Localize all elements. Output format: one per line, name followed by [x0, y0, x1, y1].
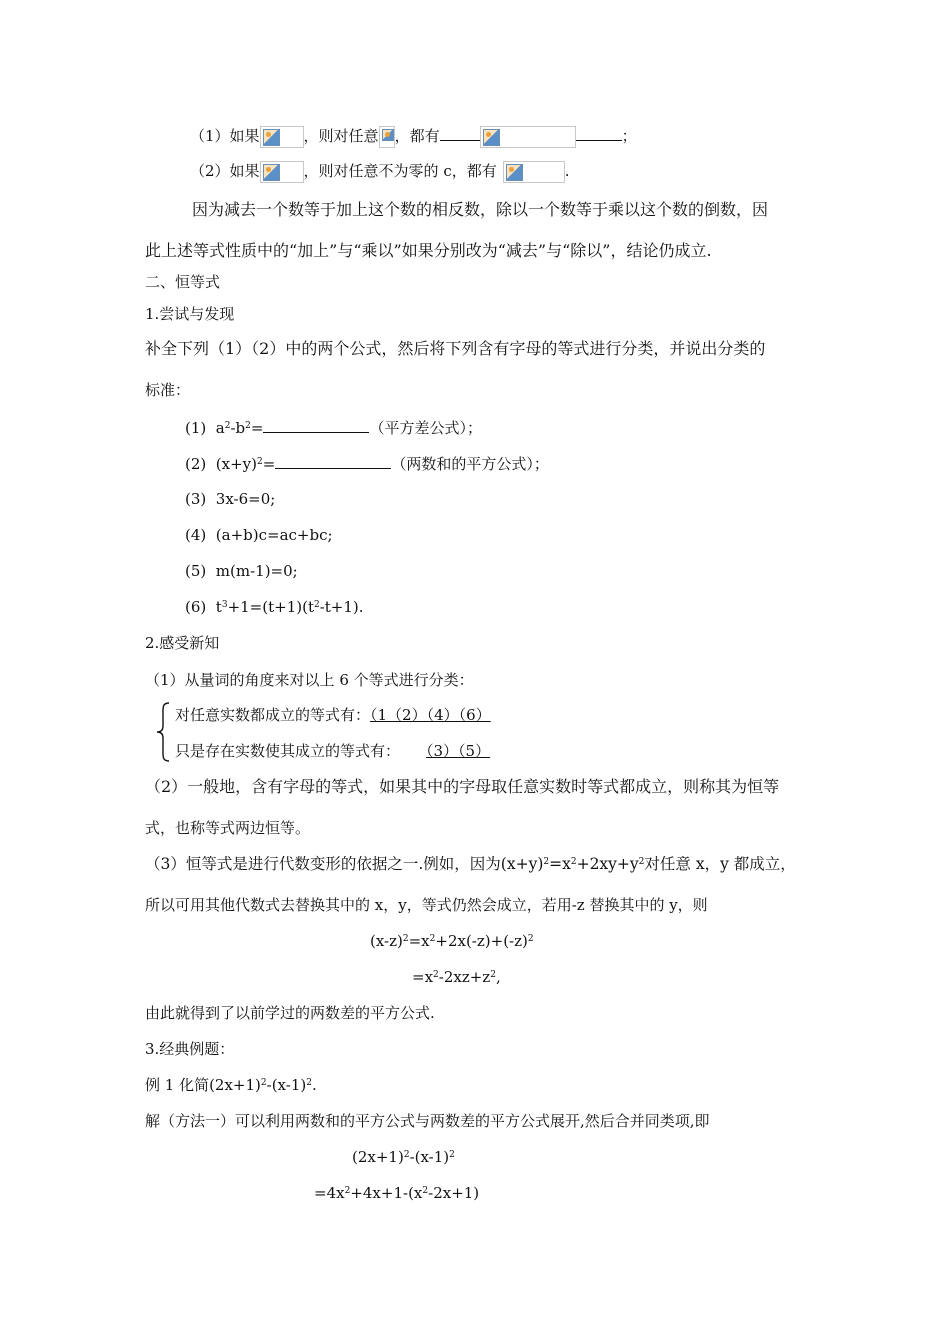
property-2 [190, 160, 570, 183]
equation-text: (a+b)c=ac+bc; [215, 526, 333, 544]
paragraph-text: +2xy+y [576, 855, 639, 873]
superscript: 2 [224, 421, 231, 431]
formula-image-icon [260, 161, 304, 183]
equation-text: 3x-6=0; [215, 490, 276, 508]
math-text: -(x-1) [266, 1076, 307, 1094]
math-text: +2x(-z)+(-z) [435, 932, 528, 950]
equation-number: (2) [185, 455, 207, 473]
equation-3 [185, 488, 275, 510]
paragraph-line: 因为减去一个数等于加上这个数的相反数，除以一个数等于乘以这个数的倒数，因 [192, 200, 769, 219]
classification-value: （3）（5） [426, 742, 491, 760]
equation-text: = [250, 419, 264, 437]
paragraph-line: 标准： [145, 381, 191, 399]
superscript: 2 [403, 1150, 410, 1160]
equation-text: -b [230, 419, 246, 437]
classification-value: （1（2）（4）（6） [370, 706, 491, 724]
paragraph-line: 此上述等式性质中的“加上”与“乘以”如果分别改为“减去”与“除以”，结论仍成立. [145, 241, 712, 260]
paragraph-line: 补全下列（1）（2）中的两个公式，然后将下列含有字母的等式进行分类，并说出分类的 [145, 339, 766, 358]
equation-1 [185, 416, 482, 439]
property-2-end: . [564, 162, 570, 180]
property-1 [190, 124, 637, 148]
math-text: =x [412, 968, 434, 986]
property-1-lead: （1）如果 [190, 127, 260, 145]
superscript: 2 [638, 857, 645, 867]
paragraph-line: （1）从量词的角度来对以上 6 个等式进行分类： [145, 671, 474, 689]
derivation-line-2 [412, 966, 501, 988]
paragraph-line: 由此就得到了以前学过的两数差的平方公式. [145, 1004, 435, 1022]
math-text: 例 1 化简(2x+1) [145, 1076, 261, 1094]
superscript: 2 [344, 1186, 351, 1196]
equation-text: = [262, 455, 276, 473]
paragraph-line: （2）一般地，含有字母的等式，如果其中的字母取任意实数时等式都成立，则称其为恒等 [145, 777, 780, 796]
equation-number: (5) [185, 562, 207, 580]
property-2-lead: （2）如果 [190, 162, 260, 180]
equation-number: (6) [185, 598, 207, 616]
math-text: -2x+1) [428, 1184, 480, 1202]
equation-text: +1=(t+1)(t [227, 598, 314, 616]
equation-number: (4) [185, 526, 207, 544]
paragraph-line: 解（方法一）可以利用两数和的平方公式与两数差的平方公式展开,然后合并同类项,即 [145, 1112, 710, 1130]
paragraph-line: 所以可用其他代数式去替换其中的 x，y，等式仍然会成立，若用-z 替换其中的 y，则 [145, 896, 708, 914]
math-text: (x-z) [370, 932, 403, 950]
solution-line-1 [352, 1146, 455, 1168]
superscript: 2 [429, 934, 436, 944]
equation-note: （两数和的平方公式）； [391, 455, 549, 473]
math-text: , [495, 968, 501, 986]
paragraph-line: 式，也称等式两边恒等。 [145, 819, 311, 837]
answer-blank[interactable] [263, 416, 369, 433]
superscript: 2 [449, 1150, 455, 1160]
section-title: 二、恒等式 [145, 273, 221, 291]
equation-6 [185, 596, 364, 618]
answer-blank[interactable] [275, 452, 391, 469]
equation-number: (1) [185, 419, 207, 437]
superscript: 3 [221, 600, 228, 610]
equation-text: (x+y) [215, 455, 258, 473]
equation-number: (3) [185, 490, 207, 508]
property-1-mid2: ，都有 [394, 127, 440, 145]
subsection-title: 3.经典例题： [145, 1040, 235, 1058]
superscript: 2 [402, 934, 409, 944]
math-text: =4x [314, 1184, 345, 1202]
classification-label: 只是存在实数使其成立的等式有： [175, 742, 401, 760]
solution-line-2 [314, 1182, 479, 1204]
paragraph-text: 对任意 x，y 都成立， [644, 855, 796, 873]
paragraph-text: =x [549, 855, 571, 873]
subsection-title: 2.感受新知 [145, 634, 220, 652]
answer-blank[interactable] [576, 124, 622, 141]
property-2-mid: ，则对任意不为零的 c，都有 [303, 162, 497, 180]
superscript: 2 [433, 970, 439, 980]
superscript: 2 [490, 970, 496, 980]
paragraph-text: （3）恒等式是进行代数变形的依据之一.例如，因为(x+y) [145, 855, 544, 873]
superscript: 2 [422, 1186, 429, 1196]
curly-brace-icon [156, 702, 170, 762]
paragraph-line [145, 853, 796, 875]
property-1-mid: ，则对任意 [303, 127, 379, 145]
math-text: -2xz+z [438, 968, 491, 986]
superscript: 2 [306, 1078, 312, 1088]
math-text: (2x+1) [352, 1148, 404, 1166]
property-1-end: ； [621, 127, 637, 145]
superscript: 2 [543, 857, 550, 867]
equation-2 [185, 452, 549, 475]
equation-5 [185, 560, 298, 582]
math-text: =x [408, 932, 430, 950]
formula-image-icon [379, 126, 395, 148]
equation-4 [185, 524, 333, 546]
equation-note: （平方差公式）； [369, 419, 482, 437]
formula-image-icon [260, 126, 304, 148]
answer-blank[interactable] [440, 124, 480, 141]
equation-text: m(m-1)=0; [215, 562, 298, 580]
classification-label: 对任意实数都成立的等式有： [175, 706, 371, 724]
classification-exist [175, 740, 502, 762]
math-text: +4x+1-(x [350, 1184, 423, 1202]
superscript: 2 [257, 457, 263, 467]
derivation-line-1 [370, 930, 534, 952]
equation-text: t [215, 598, 222, 616]
math-text: -(x-1) [409, 1148, 450, 1166]
equation-text: a [215, 419, 225, 437]
superscript: 2 [313, 600, 320, 610]
subsection-title: 1.尝试与发现 [145, 305, 235, 323]
superscript: 2 [245, 421, 251, 431]
example-1 [145, 1074, 317, 1096]
superscript: 2 [570, 857, 577, 867]
superscript: 2 [260, 1078, 267, 1088]
superscript: 2 [527, 934, 534, 944]
equation-text: -t+1). [319, 598, 364, 616]
formula-image-icon [503, 161, 565, 183]
classification-any [175, 704, 491, 726]
math-text: . [311, 1076, 317, 1094]
formula-image-icon [480, 126, 576, 148]
